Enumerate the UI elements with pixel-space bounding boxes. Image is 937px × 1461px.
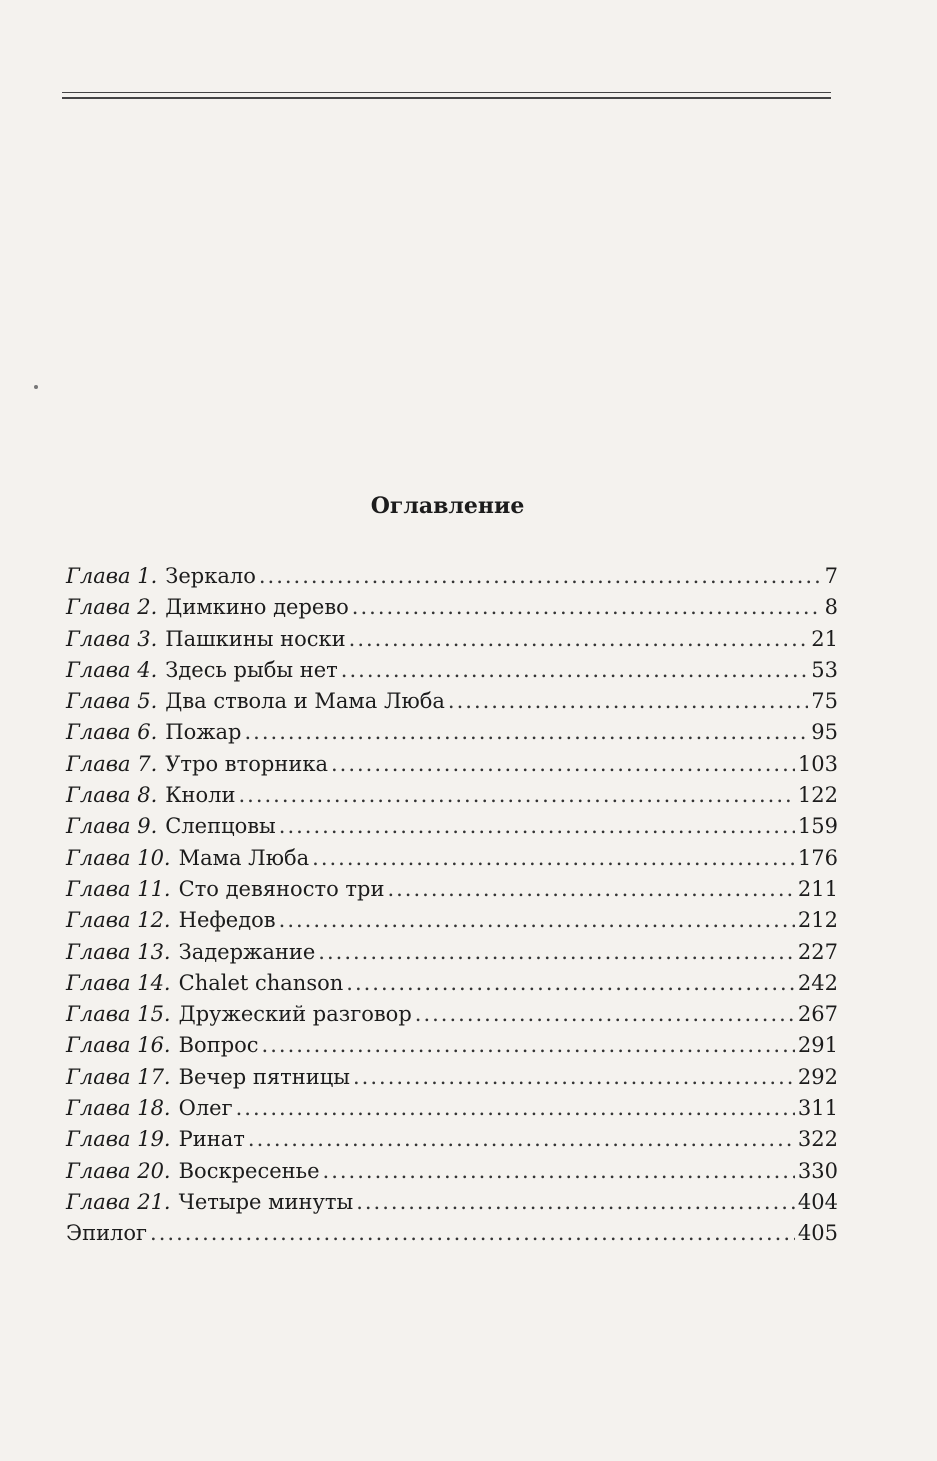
chapter-label: Глава 14.	[66, 970, 171, 995]
page-number: 53	[811, 657, 838, 682]
chapter-name: Два ствола и Мама Люба	[165, 689, 445, 714]
toc-entry[interactable]	[66, 937, 838, 968]
dot-leader	[353, 1062, 795, 1093]
chapter-label: Глава 8.	[66, 783, 158, 808]
chapter-label: Глава 4.	[66, 657, 158, 682]
page-number: 404	[797, 1189, 838, 1214]
page-number: 211	[797, 876, 838, 901]
chapter-label: Глава 17.	[66, 1064, 171, 1089]
toc-entry[interactable]	[66, 1218, 838, 1249]
toc-entry[interactable]	[66, 561, 838, 592]
paper-speck	[34, 385, 38, 389]
dot-leader	[248, 1124, 795, 1155]
dot-leader	[346, 968, 795, 999]
toc-entry[interactable]	[66, 1187, 838, 1218]
page-number: 176	[797, 845, 838, 870]
page-number: 267	[797, 1002, 838, 1027]
toc-entry[interactable]	[66, 1156, 838, 1187]
dot-leader	[448, 686, 808, 717]
toc-entry[interactable]	[66, 717, 838, 748]
dot-leader	[236, 1093, 795, 1124]
dot-leader	[415, 999, 795, 1030]
chapter-name: Здесь рыбы нет	[165, 657, 338, 682]
chapter-label: Глава 9.	[66, 814, 158, 839]
chapter-name: Димкино дерево	[165, 595, 349, 620]
page-number: 7	[824, 564, 838, 588]
chapter-label: Глава 18.	[66, 1096, 171, 1121]
chapter-name: Пашкины носки	[165, 626, 346, 651]
toc-entry[interactable]	[66, 811, 838, 842]
chapter-name: Пожар	[165, 720, 242, 745]
chapter-name: Утро вторника	[165, 751, 328, 776]
chapter-name: Четыре минуты	[178, 1189, 354, 1214]
chapter-name: Кноли	[165, 783, 236, 808]
dot-leader	[323, 1156, 795, 1187]
table-of-contents	[66, 561, 838, 1250]
page-number: 227	[797, 939, 838, 964]
page-number: 21	[811, 626, 838, 651]
dot-leader	[387, 874, 794, 905]
chapter-name: Олег	[178, 1096, 233, 1121]
page-number: 291	[797, 1033, 838, 1058]
chapter-name: Задержание	[178, 939, 316, 964]
toc-entry[interactable]	[66, 905, 838, 936]
chapter-label: Глава 7.	[66, 751, 158, 776]
page-number: 330	[797, 1158, 838, 1183]
toc-entry[interactable]	[66, 592, 838, 623]
page-number: 242	[797, 970, 838, 995]
page-number: 75	[811, 689, 838, 714]
page-number: 292	[797, 1064, 838, 1089]
toc-entry[interactable]	[66, 999, 838, 1030]
toc-entry[interactable]	[66, 843, 838, 874]
dot-leader	[279, 811, 795, 842]
dot-leader	[331, 749, 795, 780]
dot-leader	[279, 905, 795, 936]
dot-leader	[150, 1218, 795, 1249]
toc-entry[interactable]	[66, 968, 838, 999]
chapter-label: Глава 11.	[66, 876, 171, 901]
chapter-label: Глава 1.	[66, 564, 158, 588]
chapter-label: Глава 21.	[66, 1189, 171, 1214]
toc-entry[interactable]	[66, 780, 838, 811]
dot-leader	[259, 561, 822, 592]
toc-entry[interactable]	[66, 655, 838, 686]
toc-entry[interactable]	[66, 686, 838, 717]
dot-leader	[352, 592, 822, 623]
page-number: 311	[797, 1096, 838, 1121]
chapter-label: Глава 5.	[66, 689, 158, 714]
chapter-name: Слепцовы	[165, 814, 276, 839]
header-rule-thick	[62, 97, 831, 99]
chapter-name: Вопрос	[178, 1033, 259, 1058]
header-rule-thin	[62, 92, 831, 93]
chapter-label: Глава 2.	[66, 595, 158, 620]
chapter-label: Глава 12.	[66, 908, 171, 933]
chapter-name: Воскресенье	[178, 1158, 320, 1183]
toc-entry[interactable]	[66, 1124, 838, 1155]
toc-entry[interactable]	[66, 749, 838, 780]
page-number: 212	[797, 908, 838, 933]
chapter-name: Сто девяносто три	[178, 876, 385, 901]
page-number: 322	[797, 1127, 838, 1152]
dot-leader	[318, 937, 795, 968]
page-number: 122	[797, 783, 838, 808]
chapter-label: Глава 15.	[66, 1002, 171, 1027]
page-number: 8	[824, 595, 838, 620]
chapter-name: Дружеский разговор	[178, 1002, 412, 1027]
chapter-label: Глава 16.	[66, 1033, 171, 1058]
chapter-name: Ринат	[178, 1127, 245, 1152]
chapter-label: Глава 19.	[66, 1127, 171, 1152]
dot-leader	[341, 655, 808, 686]
toc-title: Оглавление	[370, 493, 525, 519]
page-number: 159	[797, 814, 838, 839]
chapter-label: Глава 13.	[66, 939, 171, 964]
dot-leader	[349, 624, 809, 655]
chapter-name: Вечер пятницы	[178, 1064, 350, 1089]
chapter-label: Глава 20.	[66, 1158, 171, 1183]
toc-entry[interactable]	[66, 1062, 838, 1093]
page-number: 405	[797, 1221, 838, 1246]
chapter-label: Глава 6.	[66, 720, 158, 745]
toc-entry[interactable]	[66, 1093, 838, 1124]
chapter-name: Нефедов	[178, 908, 276, 933]
chapter-label: Глава 3.	[66, 626, 158, 651]
page-number: 103	[797, 751, 838, 776]
dot-leader	[312, 843, 795, 874]
chapter-name: Зеркало	[165, 564, 256, 588]
toc-entry[interactable]	[66, 624, 838, 655]
chapter-name: Chalet chanson	[178, 970, 344, 995]
dot-leader	[262, 1030, 795, 1061]
chapter-label: Глава 10.	[66, 845, 171, 870]
chapter-name: Эпилог	[66, 1221, 148, 1246]
dot-leader	[245, 717, 809, 748]
chapter-name: Мама Люба	[178, 845, 310, 870]
toc-entry[interactable]	[66, 1030, 838, 1061]
page-number: 95	[811, 720, 838, 745]
dot-leader	[356, 1187, 795, 1218]
toc-entry[interactable]	[66, 874, 838, 905]
dot-leader	[238, 780, 794, 811]
